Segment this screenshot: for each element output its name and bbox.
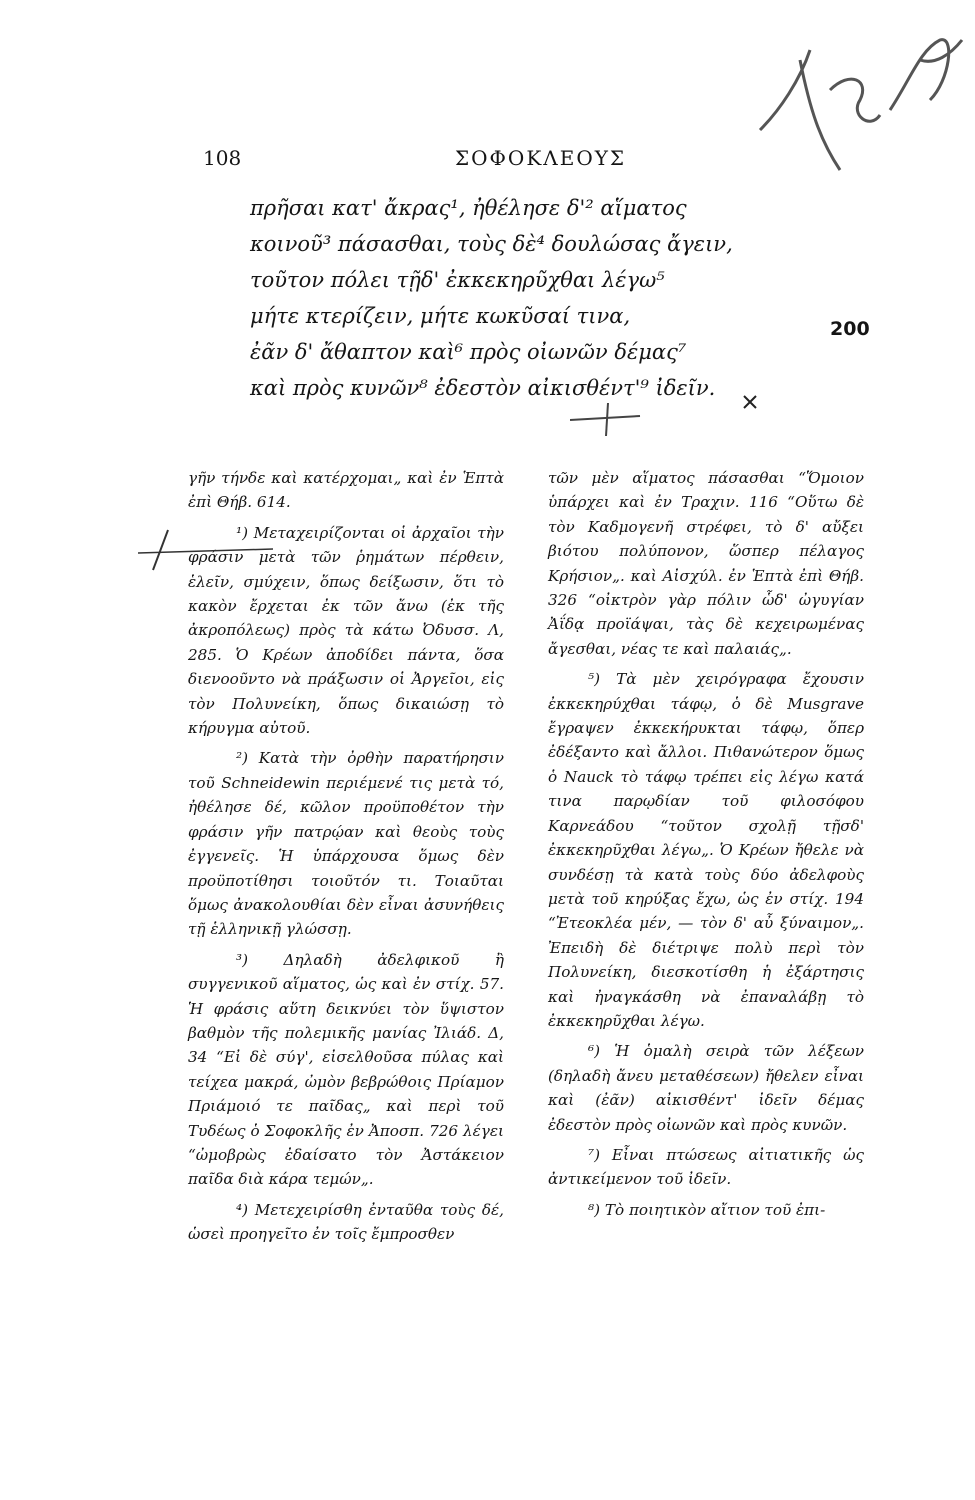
cross-mark-icon	[740, 390, 764, 414]
page-number: 108	[203, 146, 242, 170]
note-paragraph: ⁸) Τὸ ποιητικὸν αἴτιον τοῦ ἐπι-	[588, 1200, 826, 1219]
running-title: ΣΟΦΟΚΛΕΟΥΣ	[455, 146, 627, 170]
verse-line: τοῦτον πόλει τῇδ' ἐκκεκηρῦχθαι λέγω⁵	[250, 268, 665, 292]
note-paragraph: γῆν τήνδε καὶ κατέρχομαι„ καὶ ἐν Ἑπτὰ ἐπὶ Θήβ. 614.	[188, 469, 504, 512]
handwritten-annotation-mark	[740, 20, 970, 190]
verse-line: καὶ πρὸς κυνῶν⁸ ἐδεστὸν αἰκισθέντ'⁹ ἰδεῖν.	[250, 376, 716, 400]
verse-line: μήτε κτερίζειν, μήτε κωκῦσαί τινα,	[250, 304, 631, 328]
note-paragraph: ⁶) Ἡ ὁμαλὴ σειρὰ τῶν λέξεων (δηλαδὴ ἄνευ μεταθέσεων) ἤθελεν εἶναι καὶ (ἐᾶν) αἰκισθέντ' ἰδεῖν δέμας ἐδεστὸν πρὸς οἰωνῶν καὶ πρὸς κυνῶν.	[548, 1042, 864, 1134]
line-number: 200	[830, 318, 870, 340]
note-paragraph: ²) Κατὰ τὴν ὀρθὴν παρατήρησιν τοῦ Schneidewin περιέμενέ τις μετὰ τό, ἠθέλησε δέ, κῶλον προϋποθέτον τὴν φράσιν γῆν πατρῴαν καὶ θεοὺς τοὺς ἐγγενεῖς. Ἡ ὑπάρχουσα ὅμως δὲν προϋποτίθησι τοιοῦτόν τι. Τοιαῦται ὅμως ἀνακολουθίαι δὲν εἶναι ἀσυνήθεις τῇ ἑλληνικῇ γλώσσῃ.	[188, 749, 504, 939]
note-paragraph: ⁵) Τὰ μὲν χειρόγραφα ἔχουσιν ἐκκεκηρύχθαι τάφῳ, ὁ δὲ Musgrave ἔγραψεν ἐκκεκήρυκται τάφῳ, ὅπερ ἐδέξαντο καὶ ἄλλοι. Πιθανώτερον ὅμως ὁ Nauck τὸ τάφῳ τρέπει εἰς λέγω κατά τινα παρῳδίαν τοῦ φιλοσόφου Καρνεάδου “τοῦτον σχολῇ τῇσδ' ἐκκεκηρῦχθαι λέγω„. Ὁ Κρέων ἤθελε νὰ συνδέσῃ τὰ κατὰ τοὺς δύο ἀδελφοὺς μετὰ τοῦ κηρύξας ἔχω, ὡς ἐν στίχ. 194 “Ἐτεοκλέα μέν, — τὸν δ' αὖ ξύναιμον„. Ἐπειδὴ δὲ διέτριψε πολὺ περὶ τὸν Πολυνείκη, διεσκοτίσθη ἡ ἐξάρτησις καὶ ἠναγκάσθη νὰ ἐπαναλάβῃ τὸ ἐκκεκηρῦχθαι λέγω.	[548, 670, 864, 1030]
notes-right-column	[548, 466, 864, 1228]
verse-line: ἐᾶν δ' ἄθαπτον καὶ⁶ πρὸς οἰωνῶν δέμας⁷	[250, 340, 687, 364]
note-paragraph: τῶν μὲν αἵματος πάσασθαι “Ὅμοιον ὑπάρχει καὶ ἐν Τραχιν. 116 “Οὕτω δὲ τὸν Καδμογενῆ στρέφει, τὸ δ' αὔξει βιότου πολύπονον, ὥσπερ πέλαγος Κρήσιον„. καὶ Αἰσχύλ. ἐν Ἑπτὰ ἐπὶ Θήβ. 326 “οἰκτρὸν γὰρ πόλιν ὧδ' ὠγυγίαν Ἀΐδᾳ προϊάψαι, τὰς δὲ κεχειρωμένας ἄγεσθαι, νέας τε καὶ παλαιάς„.	[548, 469, 864, 658]
margin-mark-icon	[138, 525, 278, 575]
verse-line: κοινοῦ³ πάσασθαι, τοὺς δὲ⁴ δουλώσας ἄγειν,	[250, 232, 733, 256]
note-paragraph: ¹) Μεταχειρίζονται οἱ ἀρχαῖοι τὴν φράσιν μετὰ τῶν ῥημάτων πέρθειν, ἑλεῖν, σμύχειν, ὅπως δείξωσιν, ὅτι τὸ κακὸν ἔρχεται ἐκ τῶν ἄνω (ἐκ τῆς ἀκροπόλεως) πρὸς τὰ κάτω Ὀδυσσ. Λ, 285. Ὁ Κρέων ἀποδίδει πάντα, ὅσα διενοοῦντο νὰ πράξωσιν οἱ Ἀργεῖοι, εἰς τὸν Πολυνείκη, ὅπως δικαιώσῃ τὸ κήρυγμα αὐτοῦ.	[188, 523, 504, 738]
note-paragraph: ⁴) Μετεχειρίσθη ἐνταῦθα τοὺς δέ, ὡσεὶ προηγεῖτο ἐν τοῖς ἔμπροσθεν	[188, 1200, 504, 1244]
note-paragraph: ³) Δηλαδὴ ἀδελφικοῦ ἢ συγγενικοῦ αἵματος, ὡς καὶ ἐν στίχ. 57. Ἡ φράσις αὕτη δεικνύει τὸν ὕψιστον βαθμὸν τῆς πολεμικῆς μανίας Ἰλιάδ. Δ, 34 “Εἰ δὲ σύγ', εἰσελθοῦσα πύλας καὶ τείχεα μακρά, ὠμὸν βεβρώθοις Πρίαμον Πριάμοιό τε παῖδας„ καὶ περὶ τοῦ Τυδέως ὁ Σοφοκλῆς ἐν Ἀποσπ. 726 λέγει “ὠμοβρὼς ἐδαίσατο τὸν Ἀστάκειον παῖδα διὰ κάρα τεμών„.	[188, 950, 504, 1189]
notes-left-column	[188, 466, 504, 1253]
verse-block	[250, 190, 850, 406]
note-paragraph: ⁷) Εἶναι πτώσεως αἰτιατικῆς ὡς ἀντικείμενον τοῦ ἰδεῖν.	[548, 1145, 864, 1189]
verse-line: πρῆσαι κατ' ἄκρας¹, ἠθέλησε δ'² αἵματος	[250, 196, 687, 220]
underline-mark-icon	[570, 398, 650, 438]
